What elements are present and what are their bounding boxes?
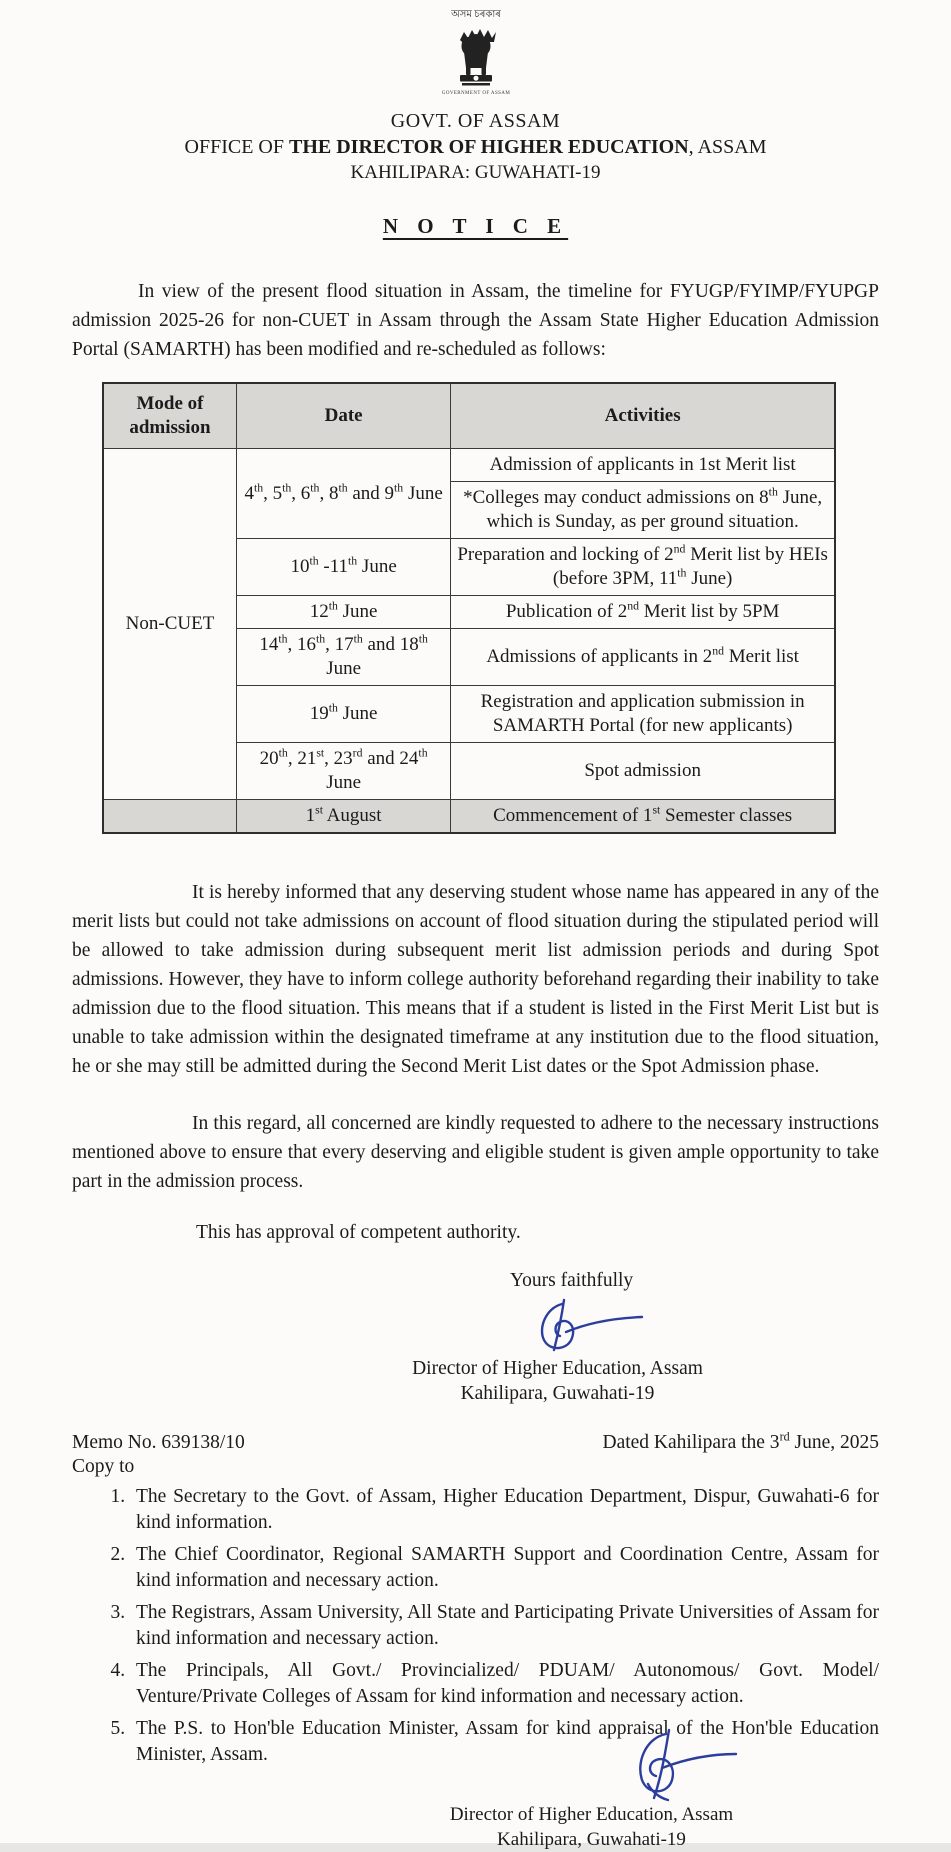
activity-cell: Spot admission: [451, 743, 835, 800]
memo-number: Memo No. 639138/10: [72, 1432, 245, 1453]
closing-salutation: Yours faithfully: [510, 1270, 634, 1291]
address-line: KAHILIPARA: GUWAHATI-19: [350, 162, 601, 183]
office-line: [0, 136, 951, 159]
signatory-designation: Director of Higher Education, Assam: [449, 1804, 734, 1825]
signatory-block-2: [72, 1802, 879, 1852]
date-cell: 19th June: [236, 686, 450, 743]
header-date: Date: [236, 383, 450, 449]
table-header-row: [103, 383, 835, 449]
table-row: [103, 449, 835, 482]
activity-note-cell: *Colleges may conduct admissions on 8th June, which is Sunday, as per ground situation.: [451, 482, 835, 539]
list-item: 2. The Chief Coordinator, Regional SAMARTH Support and Coordination Centre, Assam for kind information and necessary action.: [130, 1542, 879, 1594]
document-body: [0, 277, 951, 1852]
signatory-address: Kahilipara, Guwahati-19: [460, 1383, 655, 1404]
emblem-top-label: অসম চৰকাৰ: [450, 9, 501, 20]
header-activities: Activities: [451, 383, 835, 449]
activity-cell: Admission of applicants in 1st Merit list: [451, 449, 835, 482]
instructions-paragraph: In this regard, all concerned are kindly requested to adhere to the necessary instructions mentioned above to ensure that every deserving and eligible student is given ample opportunity to take part in the admission process.: [72, 1113, 879, 1192]
document-header: [0, 0, 951, 184]
office-suffix: , ASSAM: [688, 136, 767, 158]
table-row-final: [103, 800, 835, 834]
date-cell: 10th -11th June: [236, 539, 450, 596]
signature-ink-1: [524, 1294, 674, 1356]
signature-ink-2: [570, 1722, 760, 1808]
memo-date: Dated Kahilipara the 3rd June, 2025: [602, 1429, 879, 1453]
assam-state-emblem-icon: [416, 6, 536, 106]
list-item: 3. The Registrars, Assam University, All State and Participating Private Universities of Assam for kind information and necessary action.: [130, 1600, 879, 1652]
dharma-chakra-icon: [473, 75, 479, 81]
office-name-bold: THE DIRECTOR OF HIGHER EDUCATION: [288, 136, 689, 158]
empty-cell: [103, 800, 236, 834]
list-item: 1. The Secretary to the Govt. of Assam, Higher Education Department, Dispur, Guwahati-6 for kind information.: [130, 1484, 879, 1536]
list-item: 5. The P.S. to Hon'ble Education Minister, Assam for kind appraisal of the Hon'ble Education Minister, Assam.: [130, 1716, 879, 1768]
date-cell: 12th June: [236, 596, 450, 629]
date-cell: 20th, 21st, 23rd and 24th June: [236, 743, 450, 800]
list-item: 4. The Principals, All Govt./ Provincialized/ PDUAM/ Autonomous/ Govt. Model/ Venture/Private Colleges of Assam for kind information and necessary action.: [130, 1658, 879, 1710]
activity-cell: Publication of 2nd Merit list by 5PM: [451, 596, 835, 629]
signatory-address: Kahilipara, Guwahati-19: [497, 1829, 686, 1850]
activity-cell: Admissions of applicants in 2nd Merit list: [451, 629, 835, 686]
date-cell: 1st August: [236, 800, 450, 834]
emblem-bottom-label: GOVERNMENT OF ASSAM: [441, 91, 510, 96]
approval-line: This has approval of competent authority.: [196, 1222, 521, 1243]
govt-line: GOVT. OF ASSAM: [390, 110, 561, 132]
activity-cell: Commencement of 1st Semester classes: [451, 800, 835, 834]
memo-row: [72, 1429, 879, 1454]
date-cell: 14th, 16th, 17th and 18th June: [236, 629, 450, 686]
merit-list-paragraph: It is hereby informed that any deserving student whose name has appeared in any of the merit lists but could not take admissions on account of flood situation during the stipulated period will be allowed to take admission during subsequent merit list admission periods and during Spot admissions. However, they have to inform college authority beforehand regarding their inability to take admission due to the flood situation. This means that if a student is listed in the First Merit List but is unable to take admission within the designated timeframe at any institution due to the flood situation, he or she may still be admitted during the Second Merit List dates or the Spot Admission phase.: [72, 882, 879, 1077]
admission-schedule-table: [102, 382, 836, 834]
signatory-designation: Director of Higher Education, Assam: [412, 1358, 703, 1379]
activity-cell: Registration and application submission in SAMARTH Portal (for new applicants): [451, 686, 835, 743]
activity-cell: Preparation and locking of 2nd Merit list by HEIs (before 3PM, 11th June): [451, 539, 835, 596]
header-mode-of-admission: Mode of admission: [103, 383, 236, 449]
signatory-block: [72, 1356, 879, 1406]
date-cell: 4th, 5th, 6th, 8th and 9th June: [236, 449, 450, 539]
intro-paragraph: In view of the present flood situation in Assam, the timeline for FYUGP/FYIMP/FYUPGP admission 2025-26 for non-CUET in Assam through the Assam State Higher Education Admission Portal (SAMARTH) has been modified and re-scheduled as follows:: [72, 281, 879, 360]
mode-of-admission-cell: Non-CUET: [103, 449, 236, 800]
office-prefix: OFFICE OF: [184, 136, 289, 158]
copy-to-label: Copy to: [72, 1456, 135, 1477]
notice-title: N O T I C E: [382, 214, 569, 238]
